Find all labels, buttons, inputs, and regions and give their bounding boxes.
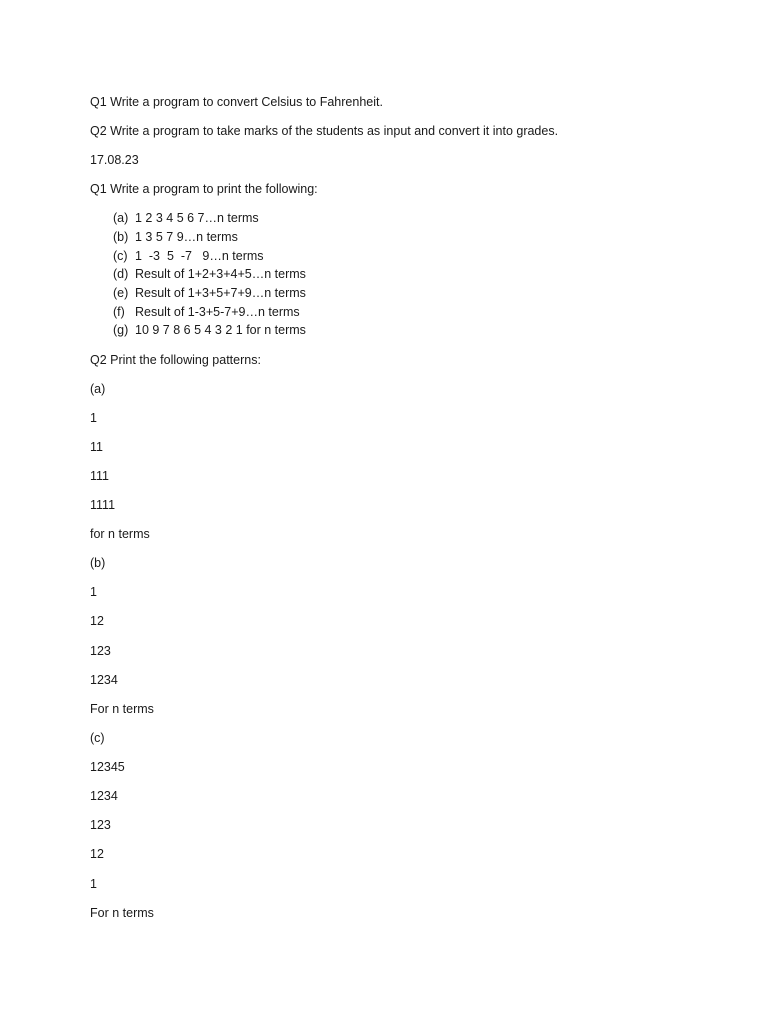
list-item (113, 322, 306, 338)
list-marker: (c) (113, 249, 128, 263)
question-print-series: Q1 Write a program to print the following: (90, 182, 318, 196)
question-patterns: Q2 Print the following patterns: (90, 353, 261, 367)
pattern-line: 1 (90, 411, 97, 425)
list-item (113, 248, 264, 264)
pattern-line: 12 (90, 847, 104, 861)
question-grades: Q2 Write a program to take marks of the students as input and convert it into grades. (90, 124, 559, 138)
pattern-line: 11 (90, 440, 103, 454)
pattern-line: 1234 (90, 673, 118, 687)
pattern-line: 1 (90, 877, 97, 891)
pattern-footer: For n terms (90, 702, 154, 716)
pattern-line: 1111 (90, 498, 116, 512)
pattern-line: 123 (90, 818, 111, 832)
list-item (113, 229, 238, 245)
list-item-text: 1 2 3 4 5 6 7…n terms (135, 211, 259, 225)
list-item (113, 266, 306, 282)
list-item-text: 1 -3 5 -7 9…n terms (135, 249, 264, 263)
list-item (113, 304, 300, 320)
list-item (113, 210, 259, 226)
list-marker: (b) (113, 230, 129, 244)
list-marker: (e) (113, 286, 129, 300)
pattern-line: 12 (90, 614, 104, 628)
date-heading: 17.08.23 (90, 153, 139, 167)
list-item-text: 1 3 5 7 9…n terms (135, 230, 238, 244)
pattern-line: 111 (90, 469, 110, 483)
pattern-label: (a) (90, 382, 106, 396)
pattern-line: 1 (90, 585, 97, 599)
list-marker: (d) (113, 267, 129, 281)
list-marker: (g) (113, 323, 129, 337)
list-item-text: Result of 1-3+5-7+9…n terms (135, 305, 300, 319)
list-item (113, 285, 306, 301)
pattern-line: 12345 (90, 760, 125, 774)
pattern-footer: For n terms (90, 906, 154, 920)
pattern-footer: for n terms (90, 527, 150, 541)
pattern-label: (b) (90, 556, 106, 570)
list-marker: (f) (113, 305, 125, 319)
list-marker: (a) (113, 211, 129, 225)
pattern-line: 1234 (90, 789, 118, 803)
question-celsius: Q1 Write a program to convert Celsius to Fahrenheit. (90, 95, 383, 109)
pattern-label: (c) (90, 731, 105, 745)
list-item-text: Result of 1+2+3+4+5…n terms (135, 267, 306, 281)
list-item-text: Result of 1+3+5+7+9…n terms (135, 286, 306, 300)
list-item-text: 10 9 7 8 6 5 4 3 2 1 for n terms (135, 323, 306, 337)
pattern-line: 123 (90, 644, 111, 658)
